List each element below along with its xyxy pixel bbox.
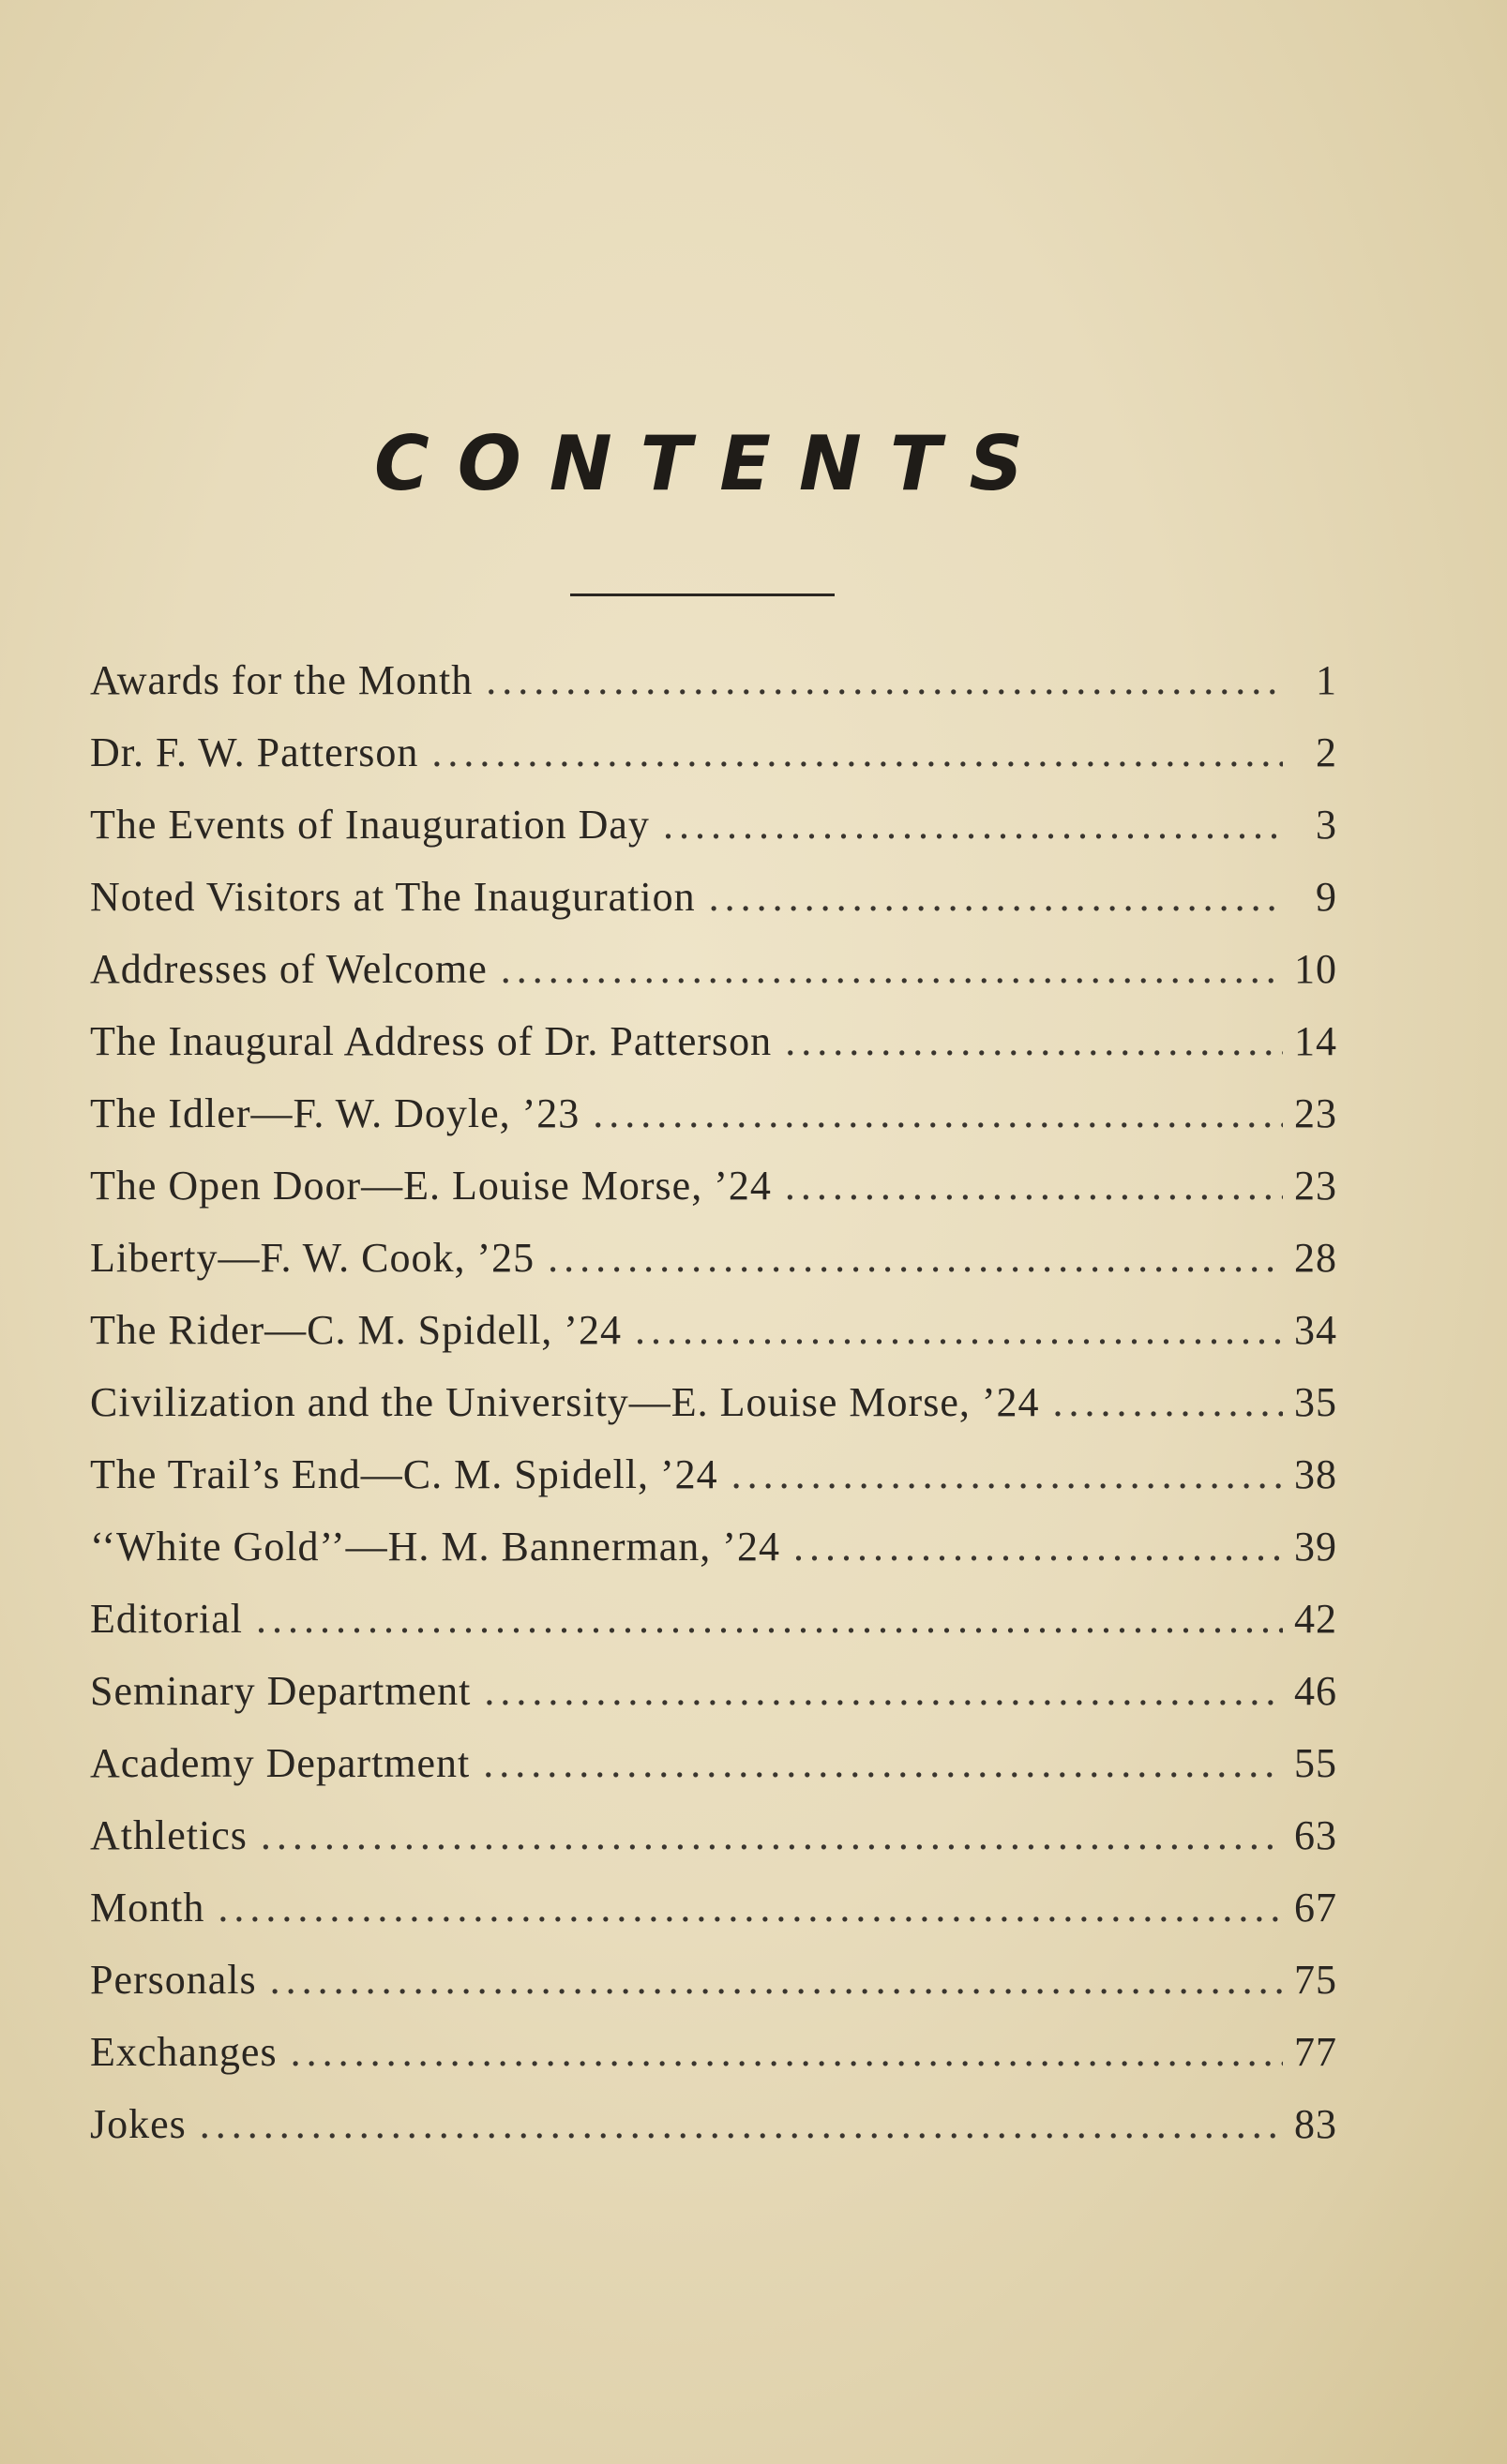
toc-entry-title: Addresses of Welcome [90, 946, 488, 992]
dot-leader [785, 1017, 1283, 1065]
toc-entry-page: 14 [1294, 1018, 1337, 1064]
dot-leader [731, 1450, 1283, 1498]
toc-entry-title: Athletics [90, 1812, 248, 1858]
dot-leader [484, 1667, 1283, 1715]
toc-entry-page: 34 [1294, 1307, 1337, 1353]
toc-entry [90, 2100, 1337, 2172]
dot-leader [548, 1234, 1283, 1282]
toc-entry-title: Month [90, 1885, 205, 1931]
contents-heading: CONTENTS [373, 420, 1052, 507]
toc-entry-title: Seminary Department [90, 1668, 472, 1714]
toc-entry [90, 1450, 1337, 1523]
toc-entry-title: The Open Door—E. Louise Morse, ’24 [90, 1163, 772, 1209]
dot-leader [793, 1523, 1283, 1570]
toc-entry-page: 23 [1294, 1090, 1337, 1136]
table-of-contents [90, 656, 1337, 2172]
toc-entry-title: Exchanges [90, 2029, 278, 2075]
dot-leader [431, 729, 1283, 776]
toc-entry [90, 1739, 1337, 1811]
toc-entry [90, 1811, 1337, 1884]
toc-entry [90, 1667, 1337, 1739]
toc-entry-title: Editorial [90, 1596, 243, 1642]
toc-entry [90, 2028, 1337, 2100]
toc-entry-title: The Rider—C. M. Spidell, ’24 [90, 1307, 622, 1353]
dot-leader [261, 1811, 1283, 1859]
toc-entry-page: 39 [1294, 1524, 1337, 1570]
toc-entry-title: Jokes [90, 2101, 187, 2147]
toc-entry [90, 1523, 1337, 1595]
toc-entry [90, 1017, 1337, 1089]
toc-entry-page: 46 [1294, 1668, 1337, 1714]
toc-entry [90, 1884, 1337, 1956]
toc-entry-page: 38 [1294, 1451, 1337, 1497]
toc-entry [90, 1089, 1337, 1162]
toc-entry-page: 42 [1294, 1596, 1337, 1642]
dot-leader [785, 1162, 1283, 1209]
dot-leader [483, 1739, 1283, 1787]
toc-entry [90, 801, 1337, 873]
toc-entry-page: 9 [1316, 874, 1337, 920]
toc-entry-title: Civilization and the University—E. Louise Morse, ’24 [90, 1379, 1040, 1425]
toc-entry [90, 873, 1337, 945]
toc-entry-title: The Inaugural Address of Dr. Patterson [90, 1018, 773, 1064]
toc-entry [90, 1306, 1337, 1378]
toc-entry-page: 35 [1294, 1379, 1337, 1425]
toc-entry-page: 77 [1294, 2029, 1337, 2075]
toc-entry-title: The Idler—F. W. Doyle, ’23 [90, 1090, 580, 1136]
toc-entry-page: 23 [1294, 1163, 1337, 1209]
toc-entry-page: 3 [1316, 802, 1337, 848]
heading-divider [570, 593, 835, 596]
toc-entry-page: 75 [1294, 1957, 1337, 2003]
dot-leader [663, 801, 1283, 849]
toc-entry-title: The Events of Inauguration Day [90, 802, 650, 848]
dot-leader [593, 1089, 1283, 1137]
toc-entry [90, 729, 1337, 801]
dot-leader [200, 2100, 1283, 2148]
toc-entry-page: 28 [1294, 1235, 1337, 1281]
toc-entry [90, 1956, 1337, 2028]
dot-leader [486, 656, 1283, 704]
toc-entry [90, 1378, 1337, 1450]
toc-entry [90, 1234, 1337, 1306]
toc-entry-title: Academy Department [90, 1740, 471, 1786]
toc-entry-title: Personals [90, 1957, 257, 2003]
toc-entry-title: Awards for the Month [90, 657, 474, 703]
toc-entry-title: Dr. F. W. Patterson [90, 729, 419, 775]
toc-entry [90, 656, 1337, 729]
toc-entry-page: 2 [1316, 729, 1337, 775]
dot-leader [256, 1595, 1283, 1643]
toc-entry-title: ‘‘White Gold’’—H. M. Bannerman, ’24 [90, 1524, 780, 1570]
toc-entry [90, 1595, 1337, 1667]
toc-entry-title: Liberty—F. W. Cook, ’25 [90, 1235, 535, 1281]
dot-leader [501, 945, 1283, 993]
dot-leader [1053, 1378, 1283, 1426]
dot-leader [218, 1884, 1283, 1931]
toc-entry-page: 1 [1316, 657, 1337, 703]
dot-leader [291, 2028, 1283, 2076]
toc-entry-page: 67 [1294, 1885, 1337, 1931]
toc-entry-title: The Trail’s End—C. M. Spidell, ’24 [90, 1451, 718, 1497]
toc-entry-page: 10 [1294, 946, 1337, 992]
toc-entry-page: 83 [1294, 2101, 1337, 2147]
toc-entry-page: 63 [1294, 1812, 1337, 1858]
dot-leader [709, 873, 1283, 921]
toc-entry [90, 1162, 1337, 1234]
toc-entry-page: 55 [1294, 1740, 1337, 1786]
toc-entry [90, 945, 1337, 1017]
toc-entry-title: Noted Visitors at The Inauguration [90, 874, 696, 920]
dot-leader [270, 1956, 1283, 2004]
dot-leader [635, 1306, 1283, 1354]
